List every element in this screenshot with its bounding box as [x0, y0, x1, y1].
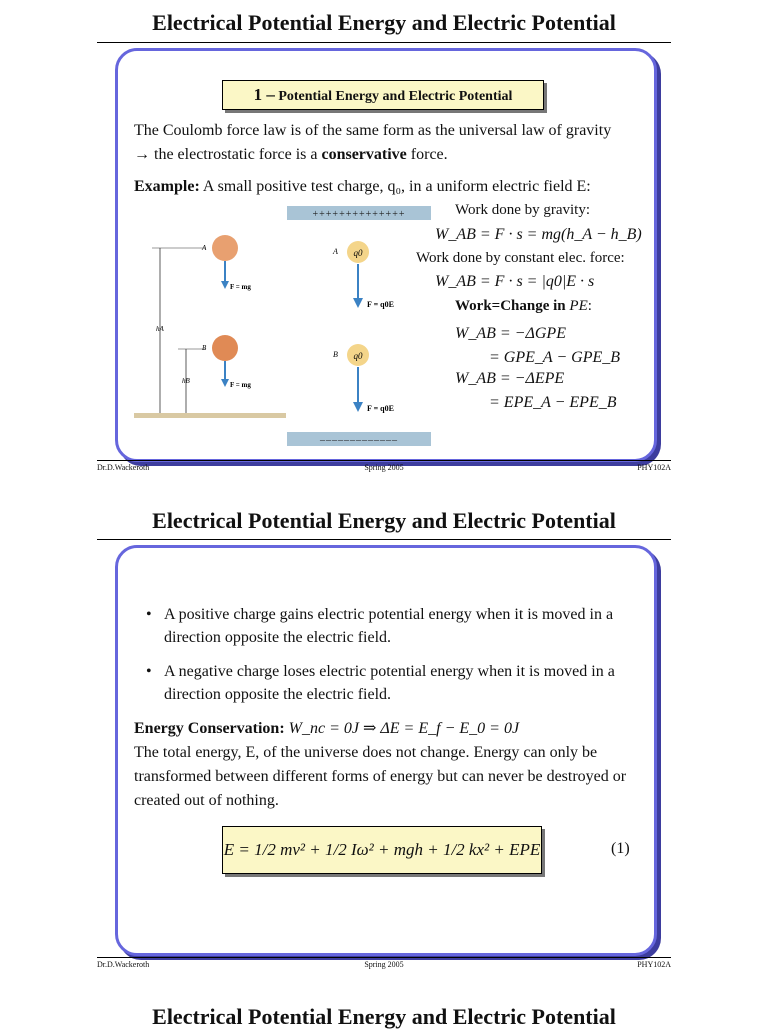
footer-2-term: Spring 2005 [364, 960, 404, 969]
intro-line-2 [134, 143, 644, 167]
title-rule [97, 42, 671, 43]
charge-a-position-label: A [333, 247, 338, 256]
charge-b-label: q0 [353, 351, 363, 361]
work-electric-equation: W_AB = F · s = |q0|E · s [435, 273, 595, 290]
footer-1-course: PHY102A [637, 463, 671, 472]
charge-b-position-label: B [333, 350, 338, 359]
electric-force-label-b: F = q0E [367, 404, 394, 413]
epe-equation-1: W_AB = −ΔEPE [455, 370, 565, 387]
intro-line-1: The Coulomb force law is of the same form as the universal law of gravity [134, 122, 612, 139]
gpe-equation-1: W_AB = −ΔGPE [455, 325, 566, 342]
epe-equation-2: = EPE_A − EPE_B [489, 394, 617, 411]
ball-b [212, 335, 238, 361]
intro-paragraph [134, 119, 644, 167]
charge-a-label: q0 [353, 248, 363, 258]
slide-3-title: Electrical Potential Energy and Electric Potential [152, 1004, 616, 1029]
gpe-equation-2: = GPE_A − GPE_B [489, 349, 621, 366]
footer-2-course: PHY102A [637, 960, 671, 969]
section-number: 1 – [253, 85, 275, 104]
footer-1-rule [97, 460, 671, 461]
slide-1-title: Electrical Potential Energy and Electric Potential [152, 10, 616, 35]
work-electric-label: Work done by constant elec. force: [416, 250, 625, 266]
work-gravity-label: Work done by gravity: [455, 202, 591, 218]
example-label: Example: [134, 178, 200, 195]
footer-1-author: Dr.D.Wackeroth [97, 463, 150, 472]
energy-conservation-line [134, 717, 644, 741]
energy-conservation-equation: W_nc = 0J ⇒ ΔE = E_f − E_0 = 0J [288, 720, 520, 737]
height-b-label: hB [182, 377, 190, 385]
intro-line-2-end: force. [406, 146, 448, 163]
energy-conservation-label: Energy Conservation: [134, 720, 285, 737]
section-title: Potential Energy and Electric Potential [278, 89, 513, 104]
energy-equation: E = 1/2 mv² + 1/2 Iω² + mgh + 1/2 kx² + EPE [223, 840, 541, 859]
bullet-item-negative-charge: • A negative charge loses electric potential energy when it is moved in a direction opposite the electric field. [134, 660, 634, 706]
energy-equation-box [222, 826, 542, 874]
gravity-figure [134, 225, 294, 425]
footer-1-term: Spring 2005 [364, 463, 404, 472]
work-change-heading [455, 298, 592, 315]
ball-a-label: A [202, 244, 207, 252]
gravity-force-label-b: F = mg [230, 381, 251, 389]
height-a-label: hA [156, 325, 164, 333]
footer-2-author: Dr.D.Wackeroth [97, 960, 150, 969]
gravity-force-label-a: F = mg [230, 283, 251, 291]
negative-plate-signs: ––––––––––––– [320, 435, 398, 446]
work-change-colon: : [587, 298, 592, 314]
work-change-variable: PE [569, 298, 588, 314]
positive-plate-signs: ++++++++++++++ [312, 209, 406, 220]
example-line [134, 175, 654, 199]
electric-arrowhead-b [353, 402, 363, 412]
work-gravity-equation: W_AB = F · s = mg(h_A − h_B) [435, 226, 642, 243]
title-rule-2 [97, 539, 671, 540]
ball-b-label: B [202, 344, 207, 352]
electric-arrowhead-a [353, 298, 363, 308]
ball-a [212, 235, 238, 261]
footer-2-rule [97, 957, 671, 958]
electric-field-figure [287, 204, 433, 450]
conservative-term: conservative [321, 146, 407, 163]
electric-force-label-a: F = q0E [367, 300, 394, 309]
gravity-arrowhead-b [221, 379, 229, 387]
gravity-arrowhead-a [221, 281, 229, 289]
bullet-item-positive-charge: • A positive charge gains electric potential energy when it is moved in a direction opposite the electric field. [134, 603, 634, 649]
bullet-list [134, 603, 634, 717]
ground [134, 413, 286, 418]
intro-line-2-start: → the electrostatic force is a [134, 146, 322, 163]
slide-2-title: Electrical Potential Energy and Electric Potential [152, 508, 616, 533]
example-text: A small positive test charge, q₀, in a uniform electric field E: [202, 178, 591, 195]
total-energy-paragraph: The total energy, E, of the universe does not change. Energy can only be transformed between different forms of energy but can never be destroyed or created out of nothing. [134, 744, 627, 809]
work-change-label: Work=Change in [455, 298, 566, 314]
section-heading-box [222, 80, 544, 110]
equation-number: (1) [611, 840, 630, 857]
